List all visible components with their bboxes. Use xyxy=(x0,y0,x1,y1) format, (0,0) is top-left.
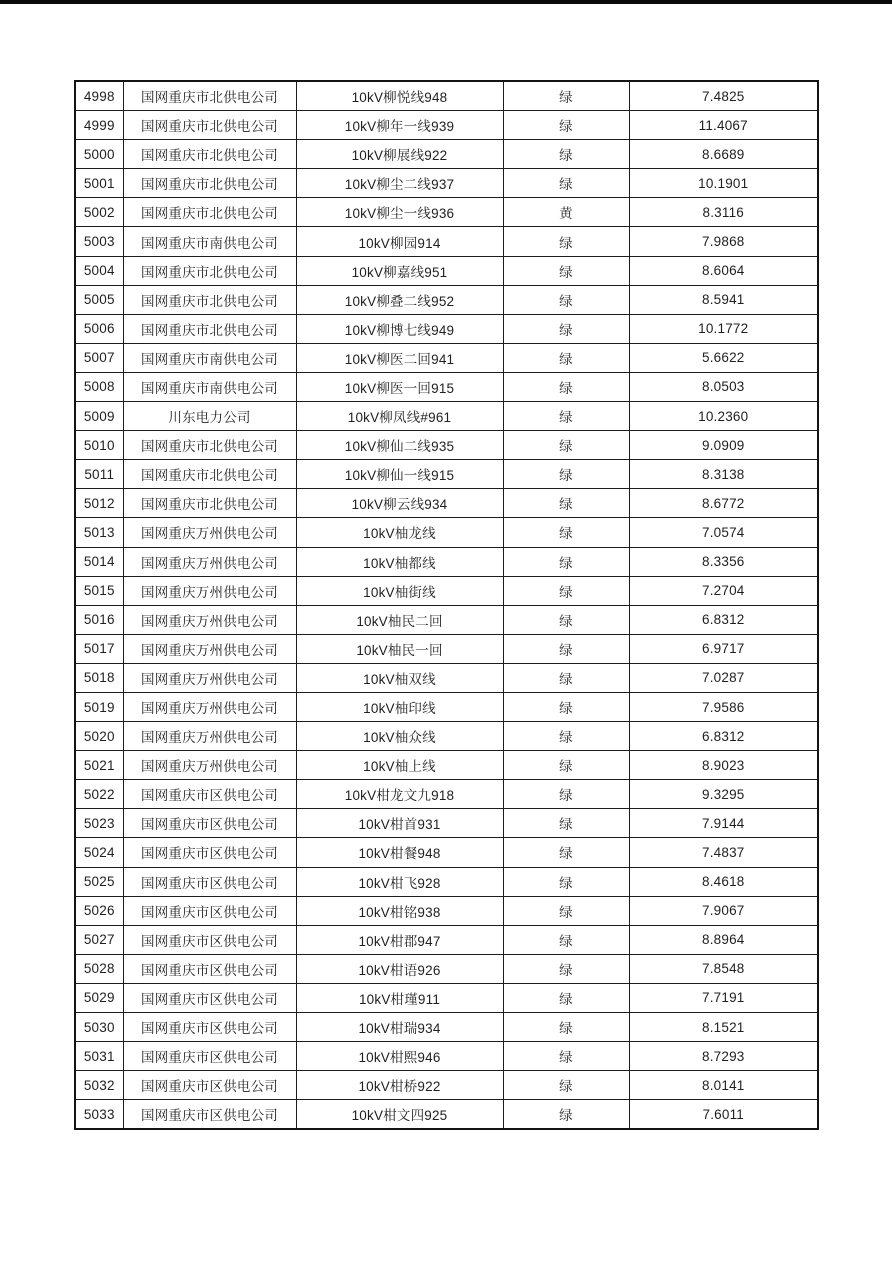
table-row xyxy=(75,256,818,285)
table-row xyxy=(75,81,818,111)
table-row xyxy=(75,751,818,780)
cell-line: 10kV柳嘉线951 xyxy=(296,256,503,285)
cell-id: 5019 xyxy=(75,692,123,721)
cell-line: 10kV柳凤线#961 xyxy=(296,402,503,431)
cell-id: 5031 xyxy=(75,1042,123,1071)
table-row xyxy=(75,285,818,314)
cell-company: 国网重庆市北供电公司 xyxy=(123,140,296,169)
cell-line: 10kV柚都线 xyxy=(296,547,503,576)
cell-status: 绿 xyxy=(503,1042,629,1071)
cell-company: 国网重庆万州供电公司 xyxy=(123,547,296,576)
cell-company: 国网重庆市北供电公司 xyxy=(123,285,296,314)
cell-line: 10kV柚众线 xyxy=(296,722,503,751)
table-row xyxy=(75,198,818,227)
cell-id: 5017 xyxy=(75,634,123,663)
cell-value: 6.9717 xyxy=(629,634,818,663)
cell-id: 5008 xyxy=(75,372,123,401)
cell-company: 国网重庆市区供电公司 xyxy=(123,1071,296,1100)
cell-value: 10.1901 xyxy=(629,169,818,198)
cell-id: 5005 xyxy=(75,285,123,314)
cell-id: 5025 xyxy=(75,867,123,896)
cell-id: 5004 xyxy=(75,256,123,285)
cell-line: 10kV柑飞928 xyxy=(296,867,503,896)
cell-company: 国网重庆万州供电公司 xyxy=(123,663,296,692)
cell-company: 国网重庆市北供电公司 xyxy=(123,314,296,343)
cell-status: 绿 xyxy=(503,256,629,285)
cell-company: 国网重庆万州供电公司 xyxy=(123,518,296,547)
cell-status: 绿 xyxy=(503,285,629,314)
cell-id: 5023 xyxy=(75,809,123,838)
cell-value: 7.6011 xyxy=(629,1100,818,1130)
cell-id: 5003 xyxy=(75,227,123,256)
table-row xyxy=(75,111,818,140)
cell-value: 8.8964 xyxy=(629,925,818,954)
cell-line: 10kV柚印线 xyxy=(296,692,503,721)
cell-status: 绿 xyxy=(503,1071,629,1100)
table-row xyxy=(75,896,818,925)
cell-line: 10kV柳医二回941 xyxy=(296,343,503,372)
table-row xyxy=(75,140,818,169)
table-row xyxy=(75,372,818,401)
table-row xyxy=(75,1042,818,1071)
cell-company: 国网重庆市北供电公司 xyxy=(123,198,296,227)
cell-company: 国网重庆市南供电公司 xyxy=(123,343,296,372)
cell-status: 绿 xyxy=(503,576,629,605)
cell-id: 5016 xyxy=(75,605,123,634)
cell-status: 绿 xyxy=(503,634,629,663)
table-row xyxy=(75,722,818,751)
cell-company: 国网重庆市区供电公司 xyxy=(123,983,296,1012)
cell-id: 5024 xyxy=(75,838,123,867)
table-row xyxy=(75,431,818,460)
cell-company: 国网重庆市区供电公司 xyxy=(123,867,296,896)
cell-line: 10kV柑语926 xyxy=(296,954,503,983)
cell-status: 绿 xyxy=(503,431,629,460)
cell-company: 国网重庆市区供电公司 xyxy=(123,925,296,954)
cell-value: 8.3116 xyxy=(629,198,818,227)
cell-value: 5.6622 xyxy=(629,343,818,372)
cell-id: 5009 xyxy=(75,402,123,431)
cell-status: 绿 xyxy=(503,169,629,198)
table-row xyxy=(75,227,818,256)
cell-status: 绿 xyxy=(503,402,629,431)
cell-value: 8.7293 xyxy=(629,1042,818,1071)
cell-status: 绿 xyxy=(503,227,629,256)
cell-id: 5029 xyxy=(75,983,123,1012)
cell-status: 绿 xyxy=(503,314,629,343)
cell-company: 国网重庆万州供电公司 xyxy=(123,722,296,751)
cell-company: 国网重庆市区供电公司 xyxy=(123,809,296,838)
cell-id: 5026 xyxy=(75,896,123,925)
cell-value: 7.7191 xyxy=(629,983,818,1012)
cell-id: 4998 xyxy=(75,81,123,111)
cell-id: 5027 xyxy=(75,925,123,954)
table-row xyxy=(75,838,818,867)
cell-status: 绿 xyxy=(503,605,629,634)
cell-status: 绿 xyxy=(503,1013,629,1042)
cell-value: 7.4825 xyxy=(629,81,818,111)
cell-id: 5000 xyxy=(75,140,123,169)
cell-status: 绿 xyxy=(503,343,629,372)
table-row xyxy=(75,692,818,721)
cell-value: 8.6689 xyxy=(629,140,818,169)
cell-line: 10kV柑首931 xyxy=(296,809,503,838)
cell-id: 5015 xyxy=(75,576,123,605)
cell-id: 5032 xyxy=(75,1071,123,1100)
cell-value: 7.9586 xyxy=(629,692,818,721)
cell-company: 国网重庆市北供电公司 xyxy=(123,169,296,198)
cell-line: 10kV柳云线934 xyxy=(296,489,503,518)
cell-line: 10kV柳展线922 xyxy=(296,140,503,169)
cell-line: 10kV柳年一线939 xyxy=(296,111,503,140)
cell-status: 绿 xyxy=(503,867,629,896)
cell-company: 川东电力公司 xyxy=(123,402,296,431)
table-row xyxy=(75,518,818,547)
cell-value: 7.4837 xyxy=(629,838,818,867)
cell-value: 8.9023 xyxy=(629,751,818,780)
cell-status: 绿 xyxy=(503,809,629,838)
cell-id: 5006 xyxy=(75,314,123,343)
cell-value: 6.8312 xyxy=(629,605,818,634)
cell-value: 8.3138 xyxy=(629,460,818,489)
cell-line: 10kV柚双线 xyxy=(296,663,503,692)
cell-company: 国网重庆市北供电公司 xyxy=(123,460,296,489)
cell-company: 国网重庆市区供电公司 xyxy=(123,780,296,809)
cell-company: 国网重庆市北供电公司 xyxy=(123,431,296,460)
cell-company: 国网重庆万州供电公司 xyxy=(123,634,296,663)
cell-line: 10kV柚街线 xyxy=(296,576,503,605)
table-row xyxy=(75,1100,818,1130)
cell-id: 5033 xyxy=(75,1100,123,1130)
cell-line: 10kV柳医一回915 xyxy=(296,372,503,401)
cell-line: 10kV柳园914 xyxy=(296,227,503,256)
cell-status: 绿 xyxy=(503,460,629,489)
cell-value: 8.6772 xyxy=(629,489,818,518)
cell-line: 10kV柳仙二线935 xyxy=(296,431,503,460)
cell-value: 10.2360 xyxy=(629,402,818,431)
cell-company: 国网重庆市北供电公司 xyxy=(123,256,296,285)
cell-status: 绿 xyxy=(503,692,629,721)
cell-company: 国网重庆万州供电公司 xyxy=(123,576,296,605)
cell-id: 5021 xyxy=(75,751,123,780)
table-row xyxy=(75,547,818,576)
cell-status: 绿 xyxy=(503,663,629,692)
cell-status: 绿 xyxy=(503,925,629,954)
cell-line: 10kV柳悦线948 xyxy=(296,81,503,111)
table-row xyxy=(75,576,818,605)
cell-company: 国网重庆市南供电公司 xyxy=(123,372,296,401)
table-row xyxy=(75,169,818,198)
cell-line: 10kV柑瑞934 xyxy=(296,1013,503,1042)
cell-id: 5013 xyxy=(75,518,123,547)
cell-company: 国网重庆市区供电公司 xyxy=(123,1013,296,1042)
cell-value: 8.4618 xyxy=(629,867,818,896)
cell-value: 8.1521 xyxy=(629,1013,818,1042)
cell-status: 绿 xyxy=(503,81,629,111)
cell-company: 国网重庆万州供电公司 xyxy=(123,605,296,634)
cell-status: 绿 xyxy=(503,722,629,751)
table-row xyxy=(75,925,818,954)
cell-status: 绿 xyxy=(503,780,629,809)
cell-value: 7.9144 xyxy=(629,809,818,838)
table-row xyxy=(75,983,818,1012)
cell-line: 10kV柑铭938 xyxy=(296,896,503,925)
cell-line: 10kV柚龙线 xyxy=(296,518,503,547)
cell-status: 黄 xyxy=(503,198,629,227)
cell-id: 5002 xyxy=(75,198,123,227)
cell-line: 10kV柑餐948 xyxy=(296,838,503,867)
cell-value: 7.9868 xyxy=(629,227,818,256)
cell-id: 5028 xyxy=(75,954,123,983)
cell-value: 9.3295 xyxy=(629,780,818,809)
feeder-table xyxy=(74,80,819,1130)
table-row xyxy=(75,663,818,692)
cell-company: 国网重庆万州供电公司 xyxy=(123,692,296,721)
cell-line: 10kV柳博七线949 xyxy=(296,314,503,343)
cell-line: 10kV柑桥922 xyxy=(296,1071,503,1100)
cell-line: 10kV柑龙文九918 xyxy=(296,780,503,809)
cell-line: 10kV柳叠二线952 xyxy=(296,285,503,314)
cell-value: 10.1772 xyxy=(629,314,818,343)
cell-company: 国网重庆市区供电公司 xyxy=(123,838,296,867)
cell-value: 8.6064 xyxy=(629,256,818,285)
cell-value: 6.8312 xyxy=(629,722,818,751)
table-row xyxy=(75,460,818,489)
cell-value: 8.0503 xyxy=(629,372,818,401)
feeder-table-body xyxy=(75,81,818,1129)
table-row xyxy=(75,867,818,896)
cell-status: 绿 xyxy=(503,983,629,1012)
cell-id: 4999 xyxy=(75,111,123,140)
table-row xyxy=(75,314,818,343)
table-row xyxy=(75,809,818,838)
cell-line: 10kV柳尘一线936 xyxy=(296,198,503,227)
cell-id: 5001 xyxy=(75,169,123,198)
cell-value: 7.2704 xyxy=(629,576,818,605)
cell-id: 5018 xyxy=(75,663,123,692)
cell-status: 绿 xyxy=(503,111,629,140)
table-row xyxy=(75,605,818,634)
cell-id: 5022 xyxy=(75,780,123,809)
cell-value: 9.0909 xyxy=(629,431,818,460)
cell-company: 国网重庆市北供电公司 xyxy=(123,489,296,518)
cell-status: 绿 xyxy=(503,896,629,925)
cell-value: 7.8548 xyxy=(629,954,818,983)
cell-status: 绿 xyxy=(503,838,629,867)
cell-status: 绿 xyxy=(503,751,629,780)
cell-status: 绿 xyxy=(503,547,629,576)
cell-line: 10kV柳尘二线937 xyxy=(296,169,503,198)
table-row xyxy=(75,780,818,809)
table-row xyxy=(75,634,818,663)
cell-id: 5030 xyxy=(75,1013,123,1042)
cell-line: 10kV柚上线 xyxy=(296,751,503,780)
cell-id: 5014 xyxy=(75,547,123,576)
cell-line: 10kV柚民一回 xyxy=(296,634,503,663)
cell-line: 10kV柑郡947 xyxy=(296,925,503,954)
cell-line: 10kV柑瑾911 xyxy=(296,983,503,1012)
cell-company: 国网重庆万州供电公司 xyxy=(123,751,296,780)
cell-status: 绿 xyxy=(503,1100,629,1130)
cell-company: 国网重庆市北供电公司 xyxy=(123,81,296,111)
cell-value: 8.3356 xyxy=(629,547,818,576)
table-row xyxy=(75,402,818,431)
cell-value: 7.9067 xyxy=(629,896,818,925)
cell-company: 国网重庆市南供电公司 xyxy=(123,227,296,256)
cell-status: 绿 xyxy=(503,954,629,983)
cell-value: 8.5941 xyxy=(629,285,818,314)
cell-status: 绿 xyxy=(503,489,629,518)
cell-status: 绿 xyxy=(503,372,629,401)
cell-status: 绿 xyxy=(503,518,629,547)
cell-line: 10kV柑熙946 xyxy=(296,1042,503,1071)
cell-status: 绿 xyxy=(503,140,629,169)
cell-value: 8.0141 xyxy=(629,1071,818,1100)
cell-id: 5020 xyxy=(75,722,123,751)
cell-company: 国网重庆市北供电公司 xyxy=(123,111,296,140)
cell-line: 10kV柑文四925 xyxy=(296,1100,503,1130)
table-row xyxy=(75,954,818,983)
cell-company: 国网重庆市区供电公司 xyxy=(123,954,296,983)
cell-company: 国网重庆市区供电公司 xyxy=(123,1100,296,1130)
table-row xyxy=(75,1013,818,1042)
table-row xyxy=(75,343,818,372)
cell-line: 10kV柳仙一线915 xyxy=(296,460,503,489)
cell-value: 7.0574 xyxy=(629,518,818,547)
cell-id: 5007 xyxy=(75,343,123,372)
cell-company: 国网重庆市区供电公司 xyxy=(123,1042,296,1071)
page-top-edge-bar xyxy=(0,0,892,4)
cell-value: 7.0287 xyxy=(629,663,818,692)
table-row xyxy=(75,489,818,518)
cell-id: 5012 xyxy=(75,489,123,518)
cell-value: 11.4067 xyxy=(629,111,818,140)
table-row xyxy=(75,1071,818,1100)
cell-line: 10kV柚民二回 xyxy=(296,605,503,634)
cell-company: 国网重庆市区供电公司 xyxy=(123,896,296,925)
cell-id: 5010 xyxy=(75,431,123,460)
cell-id: 5011 xyxy=(75,460,123,489)
